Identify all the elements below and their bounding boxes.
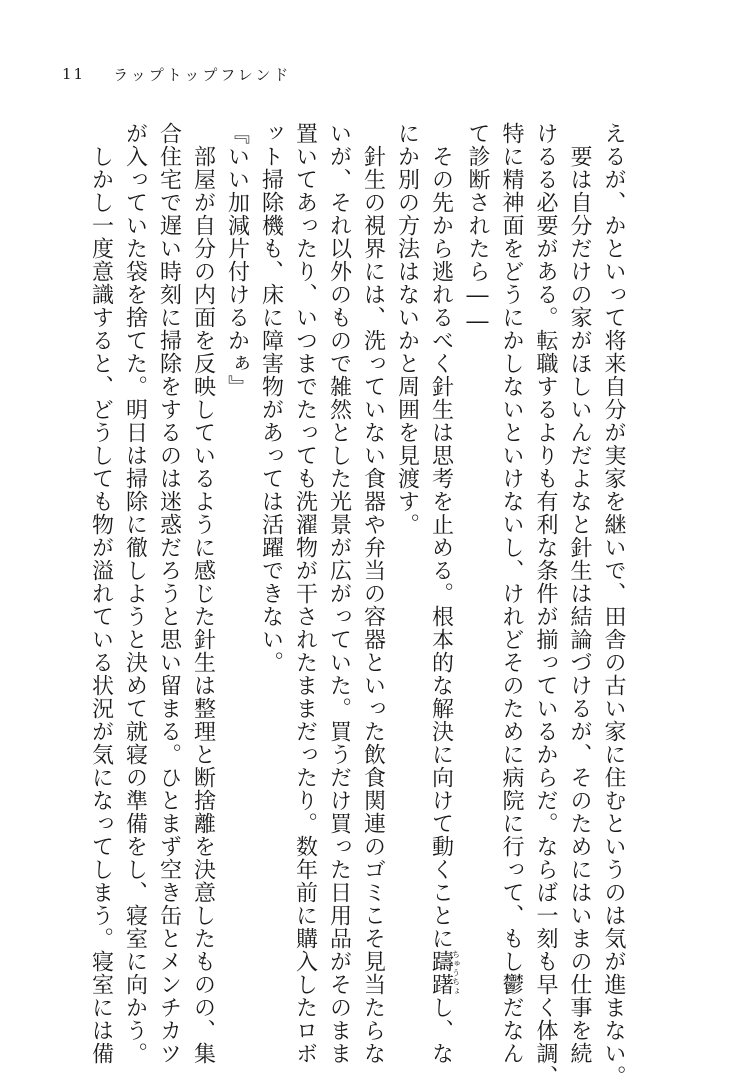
text-line: にか別の方法はないかと周囲を見渡す。: [394, 122, 420, 536]
text-segment: その先から逃れるべく針生は思考を止める。根本的な解決に向けて動くことに: [428, 122, 454, 950]
text-line: 要は自分だけの家がほしいんだよなと針生は結論づけるが、そのためにはいまの仕事を続: [567, 122, 592, 1065]
text-line: えるが、かといって将来自分が実家を継いで、田舎の古い家に住むというのは気が進まない。: [601, 122, 626, 1088]
ruby-base: 躊躇: [428, 950, 454, 996]
running-title: ラップトップフレンド: [113, 65, 292, 84]
text-line-with-ruby: [424, 122, 461, 1065]
text-line: 針生の視界には、洗っていない食器や弁当の容器といった飲食関連のゴミこそ見当たらな: [360, 122, 386, 1065]
ruby-reading: ちゅうちょ: [451, 950, 461, 996]
text-line: けるる必要がある。転職するよりも有利な条件が揃っているからだ。ならば一刻も早く体調、: [533, 122, 558, 1088]
text-segment: し、な: [428, 996, 454, 1065]
text-line: 『いい加減片付けるかぁ』: [224, 122, 250, 398]
text-line: 部屋が自分の内面を反映しているように感じた針生は整理と断捨離を決意したものの、集: [190, 122, 216, 1065]
text-line: が入っていた袋を捨てた。明日は掃除に徹しようと決めて就寝の準備をし、寝室に向かう。: [122, 122, 148, 1065]
text-line: 置いてあったり、いつまでたっても洗濯物が干されたままだったり。数年前に購入したロボ: [292, 122, 318, 1065]
text-line: て診断されたら――: [465, 122, 490, 335]
page-number: 11: [62, 65, 86, 83]
vertical-body-text: [88, 122, 630, 1088]
ruby-annotated-word: [428, 950, 461, 996]
text-line: しかし一度意識すると、どうしても物が溢れている状況が気になってしまう。寝室には備: [88, 122, 114, 1065]
text-line: 合住宅で遅い時刻に掃除をするのは迷惑だろうと思い留まる。ひとまず空き缶とメンチカツ: [156, 122, 182, 1065]
text-line: いが、それ以外のもので雑然とした光景が広がっていた。買うだけ買った日用品がそのまま: [326, 122, 352, 1065]
running-header: [62, 62, 291, 86]
text-line: ット掃除機も、床に障害物があっては活躍できない。: [258, 122, 284, 674]
text-line: 特に精神面をどうにかしないといけないし、けれどそのために病院に行って、もし鬱だなん: [499, 122, 524, 1065]
